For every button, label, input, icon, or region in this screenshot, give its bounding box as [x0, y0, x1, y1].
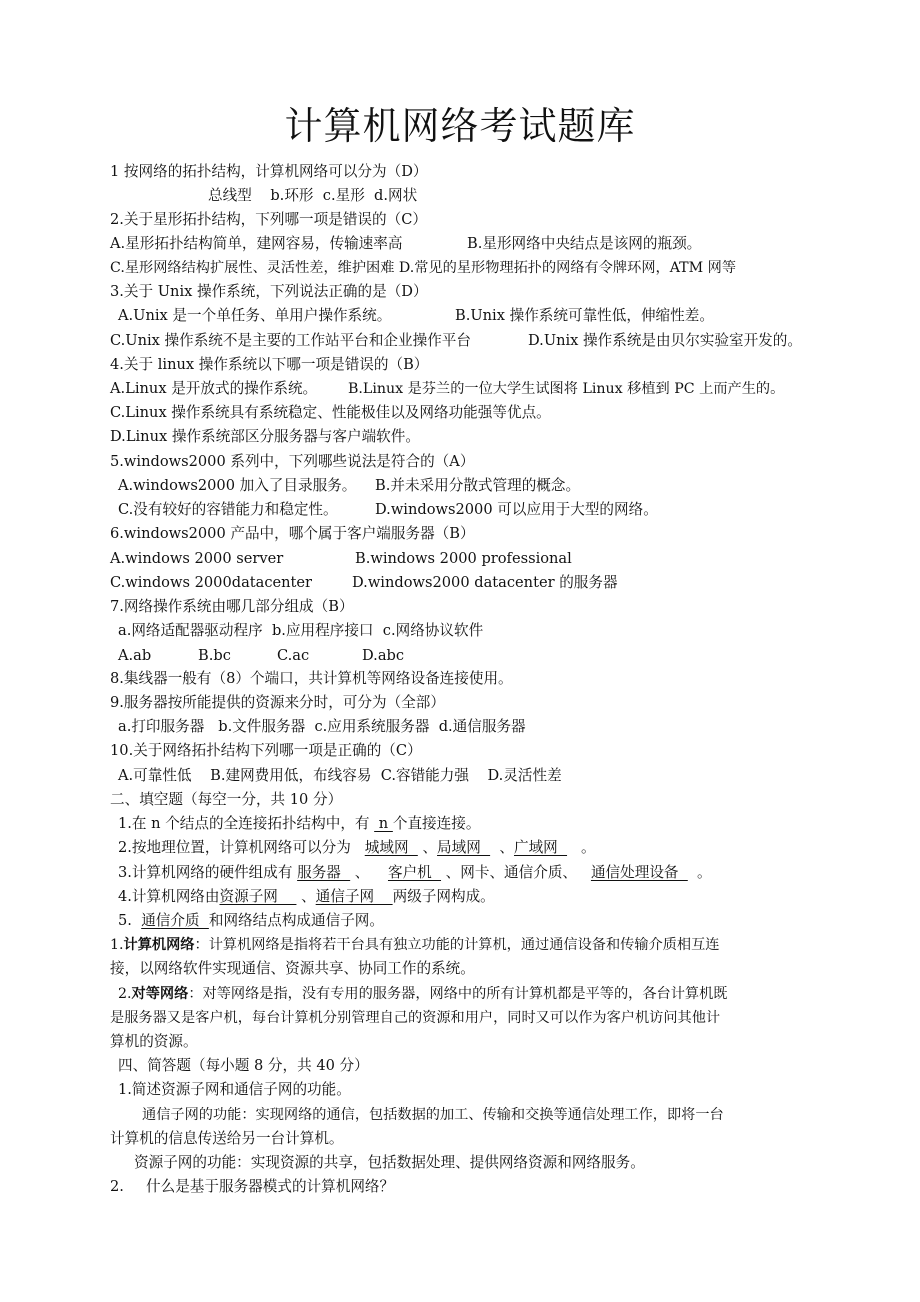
question-4-option-d: D.Linux 操作系统部区分服务器与客户端软件。: [110, 428, 420, 445]
question-7-option-b: B.bc: [198, 647, 231, 664]
short-answer-1-line-3: 资源子网的功能：实现资源的共享，包括数据处理、提供网络资源和网络服务。: [134, 1154, 645, 1171]
question-3-option-a: A.Unix 是一个单任务、单用户操作系统。: [118, 307, 392, 324]
question-7-option-d: D.abc: [362, 647, 405, 664]
fill-question-5: 5. 通信介质 和网络结点构成通信子网。: [118, 912, 384, 929]
question-6: 6.windows2000 产品中，哪个属于客户端服务器（B）: [110, 525, 475, 542]
question-3-option-d: D.Unix 操作系统是由贝尔实验室开发的。: [528, 332, 802, 349]
question-7: 7.网络操作系统由哪几部分组成（B）: [110, 598, 354, 615]
fill-section-heading: 二、填空题（每空一分，共 10 分）: [110, 791, 343, 808]
term-1-definition: 1.计算机网络：计算机网络是指将若干台具有独立功能的计算机，通过通信设备和传输介质相互连: [110, 937, 720, 953]
question-10: 10.关于网络拓扑结构下列哪一项是正确的（C）: [110, 742, 422, 759]
fill-answer: 通信子网: [315, 888, 393, 905]
term-1-name: 计算机网络: [123, 937, 195, 953]
question-6-option-b: B.windows 2000 professional: [355, 550, 572, 567]
question-7-option-c: C.ac: [277, 647, 310, 664]
fill-answer: n: [374, 815, 393, 832]
question-7-options: a.网络适配器驱动程序 b.应用程序接口 c.网络协议软件: [118, 622, 484, 639]
question-8: 8.集线器一般有（8）个端口，共计算机等网络设备连接使用。: [110, 670, 513, 687]
question-6-option-a: A.windows 2000 server: [110, 550, 284, 567]
question-5-option-a: A.windows2000 加入了目录服务。: [118, 477, 357, 494]
term-2-name: 对等网络: [131, 986, 189, 1002]
question-2: 2.关于星形拓扑结构，下列哪一项是错误的（C）: [110, 211, 427, 228]
fill-answer: 资源子网: [219, 888, 297, 905]
question-1: 1 按网络的拓扑结构，计算机网络可以分为（D）: [110, 163, 428, 180]
fill-answer: 局域网: [437, 839, 491, 856]
fill-answer: 通信介质: [141, 912, 209, 929]
question-5-option-d: D.windows2000 可以应用于大型的网络。: [375, 501, 658, 518]
question-5-option-b: B.并未采用分散式管理的概念。: [375, 477, 581, 494]
fill-answer: 客户机: [387, 864, 442, 881]
term-2-definition: 2.对等网络：对等网络是指，没有专用的服务器，网络中的所有计算机都是平等的，各台计算机既: [118, 986, 728, 1002]
question-2-option-cd: C.星形网络结构扩展性、灵活性差，维护困难 D.常见的星形物理拓扑的网络有令牌环网，ATM 网等: [110, 260, 737, 276]
page-title: 计算机网络考试题库: [284, 104, 636, 148]
question-9-options: a.打印服务器 b.文件服务器 c.应用系统服务器 d.通信服务器: [118, 718, 526, 735]
fill-question-3: 3.计算机网络的硬件组成有 服务器 、 客户机 、网卡、通信介质、 通信处理设备 。: [118, 864, 712, 881]
short-question-2: 什么是基于服务器模式的计算机网络？: [146, 1178, 395, 1195]
question-5-option-c: C.没有较好的容错能力和稳定性。: [118, 501, 338, 518]
question-2-option-b: B.星形网络中央结点是该网的瓶颈。: [467, 235, 702, 252]
question-3-option-b: B.Unix 操作系统可靠性低，伸缩性差。: [455, 307, 714, 324]
fill-answer: 通信处理设备: [590, 864, 688, 881]
fill-question-2: 2.按地理位置，计算机网络可以分为 城域网 、局域网 、广域网 。: [118, 839, 596, 856]
term-1-definition-cont: 接，以网络软件实现通信、资源共享、协同工作的系统。: [110, 960, 475, 977]
question-3: 3.关于 Unix 操作系统，下列说法正确的是（D）: [110, 283, 428, 300]
question-7-option-a: A.ab: [118, 647, 152, 664]
term-2-definition-end: 算机的资源。: [110, 1033, 198, 1050]
question-3-option-c: C.Unix 操作系统不是主要的工作站平台和企业操作平台: [110, 332, 471, 349]
question-5: 5.windows2000 系列中，下列哪些说法是符合的（A）: [110, 453, 475, 470]
question-4-option-b: B.Linux 是芬兰的一位大学生试图将 Linux 移植到 PC 上而产生的。: [348, 381, 785, 397]
fill-question-1: 1.在 n 个结点的全连接拓扑结构中，有 n 个直接连接。: [118, 815, 481, 832]
fill-answer: 服务器: [297, 864, 351, 881]
question-4: 4.关于 linux 操作系统以下哪一项是错误的（B）: [110, 356, 429, 373]
fill-question-4: 4.计算机网络由资源子网 、通信子网 两级子网构成。: [118, 888, 495, 905]
short-answer-1-line-2: 计算机的信息传送给另一台计算机。: [110, 1130, 344, 1147]
fill-answer: 广域网: [513, 839, 568, 856]
question-4-option-c: C.Linux 操作系统具有系统稳定、性能极佳以及网络功能强等优点。: [110, 404, 551, 421]
short-answer-1-line-1: 通信子网的功能：实现网络的通信，包括数据的加工、传输和交换等通信处理工作，即将一台: [142, 1107, 724, 1123]
question-4-option-a: A.Linux 是开放式的操作系统。: [110, 380, 318, 397]
fill-answer: 城域网: [364, 839, 418, 856]
question-1-options: 总线型 b.环形 c.星形 d.网状: [208, 187, 418, 204]
question-10-options: A.可靠性低 B.建网费用低，布线容易 C.容错能力强 D.灵活性差: [118, 767, 562, 784]
question-9: 9.服务器按所能提供的资源来分时，可分为（全部）: [110, 694, 445, 711]
question-2-option-a: A.星形拓扑结构简单，建网容易，传输速率高: [110, 235, 403, 252]
short-question-1: 1.简述资源子网和通信子网的功能。: [118, 1081, 351, 1098]
term-2-definition-cont: 是服务器又是客户机，每台计算机分别管理自己的资源和用户，同时又可以作为客户机访问其他计: [110, 1010, 721, 1026]
short-question-2-number: 2.: [110, 1178, 124, 1195]
question-6-option-d: D.windows2000 datacenter 的服务器: [352, 574, 618, 591]
question-6-option-c: C.windows 2000datacenter: [110, 574, 313, 591]
short-section-heading: 四、简答题（每小题 8 分，共 40 分）: [118, 1057, 369, 1074]
